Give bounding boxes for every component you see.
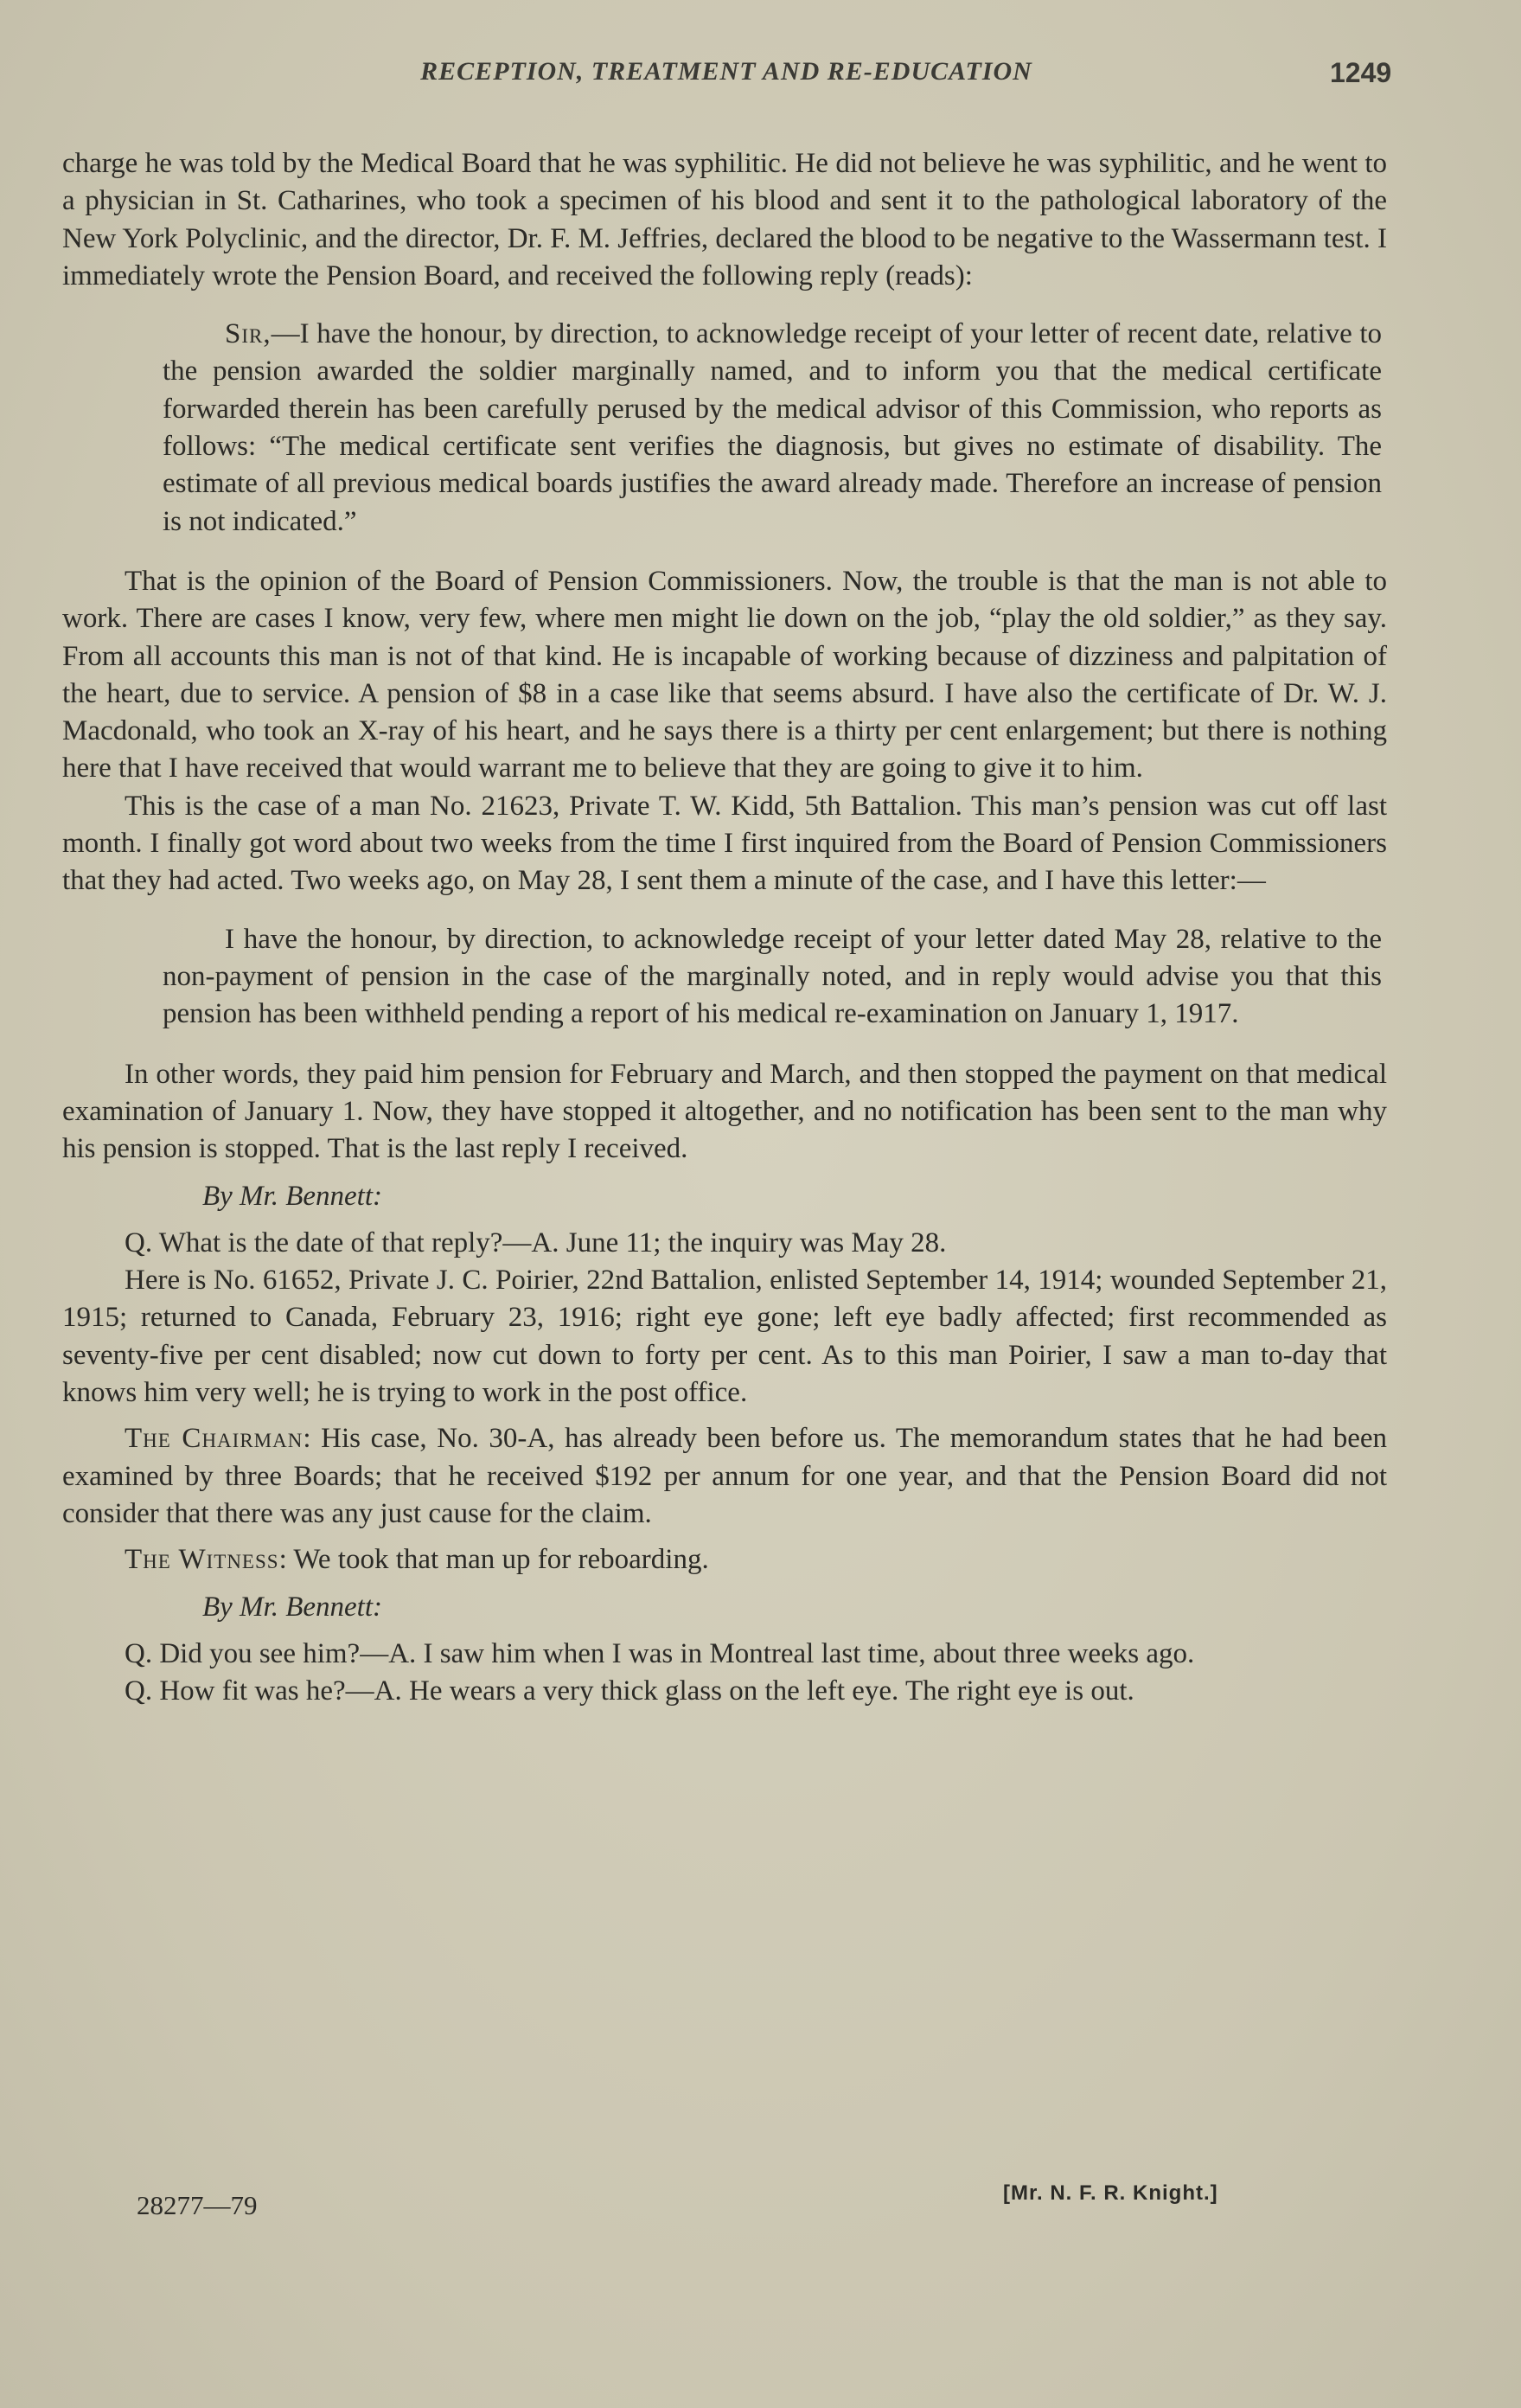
chairman-text: : His case, No. 30-A, has already been before us. The memorandum states that he had been examined by three Boards; that he received $192 per annum for one year, and that the Pension Board did not consider that there was any just cause for the claim.: [62, 1423, 1388, 1529]
speaker-chairman: The Chairman: [125, 1423, 304, 1455]
witness-text: : We took that man up for reboarding.: [278, 1544, 709, 1576]
question-see-him: Q. Did you see him?—A. I saw him when I was in Montreal last time, about three weeks ago.: [125, 1637, 1195, 1669]
quoted-letter-2: [62, 921, 1387, 1034]
question-how-fit: Q. How fit was he?—A. He wears a very thick glass on the left eye. The right eye is out.: [125, 1675, 1134, 1707]
byline-bennett-2: By Mr. Bennett:: [202, 1591, 383, 1623]
page-number: 1249: [1330, 57, 1392, 88]
witness-name: [Mr. N. F. R. Knight.]: [1003, 2181, 1218, 2205]
paragraph-4: In other words, they paid him pension for February and March, and then stopped the payment on that medical examination of January 1. Now, they have stopped it altogether, and no notification has been sent to the man why his pension is stopped. That is the last reply I received.: [62, 1058, 1387, 1165]
chairman-statement: [62, 1420, 1387, 1533]
quote-1-text: [163, 316, 1382, 541]
body-text: [62, 145, 1387, 1710]
paragraph-1: charge he was told by the Medical Board that he was syphilitic. He did not believe he was syphilitic, and he went to a physician in St. Catharines, who took a specimen of his blood and sent it to the pathological laboratory of the New York Polyclinic, and the director, Dr. F. M. Jeffries, declared the blood to be negative to the Wassermann test. I immediately wrote the Pension Board, and received the following reply (reads):: [62, 148, 1387, 291]
paragraph-2: That is the opinion of the Board of Pension Commissioners. Now, the trouble is that the man is not able to work. There are cases I know, very few, where men might lie down on the job, “play the old soldier,” as they say. From all accounts this man is not of that kind. He is incapable of working because of dizziness and palpitation of the heart, due to service. A pension of $8 in a case like that seems absurd. I have also the certificate of Dr. W. J. Macdonald, who took an X-ray of his heart, and he says there is a thirty per cent enlargement; but there is nothing here that I have received that would warrant me to believe that they are going to give it to him.: [62, 565, 1387, 785]
speaker-witness: The Witness: [125, 1544, 279, 1576]
witness-statement: [62, 1541, 1387, 1579]
paragraph-poirier: Here is No. 61652, Private J. C. Poirier, 22nd Battalion, enlisted September 14, 1914; wounded September 21, 1915; returned to Canada, February 23, 1916; right eye gone; left eye badly affected; first recommended as seventy-five per cent disabled; now cut down to forty per cent. As to this man Poirier, I saw a man to-day that knows him very well; he is trying to work in the post office.: [62, 1265, 1387, 1408]
quoted-letter-1: [62, 316, 1387, 541]
paragraph-3: This is the case of a man No. 21623, Private T. W. Kidd, 5th Battalion. This man’s pension was cut off last month. I finally got word about two weeks from the time I first inquired from the Board of Pension Commissioners that they had acted. Two weeks ago, on May 28, I sent them a minute of the case, and I have this letter:—: [62, 790, 1387, 897]
question-reply-date: Q. What is the date of that reply?—A. June 11; the inquiry was May 28.: [125, 1226, 947, 1258]
quote-1-body: —I have the honour, by direction, to acknowledge receipt of your letter of recent date, relative to the pension awarded the soldier marginally named, and to inform you that the medical certificate forwarded therein has been carefully perused by the medical advisor of this Commission, who reports as follows: “The medical certificate sent verifies the diagnosis, but gives no estimate of disability. The estimate of all previous medical boards justifies the award already made. Therefore an increase of pension is not indicated.”: [163, 318, 1382, 537]
salutation-sir: Sir,: [225, 318, 272, 350]
running-title: RECEPTION, TREATMENT AND RE-EDUCATION: [420, 57, 1032, 86]
quote-2-text: I have the honour, by direction, to acknowledge receipt of your letter dated May 28, relative to the non-payment of pension in the case of the marginally noted, and in reply would advise you that this pension has been withheld pending a report of his medical re-examination on January 1, 1917.: [163, 923, 1382, 1030]
printer-signature: 28277—79: [137, 2190, 258, 2220]
byline-bennett-1: By Mr. Bennett:: [202, 1181, 383, 1213]
